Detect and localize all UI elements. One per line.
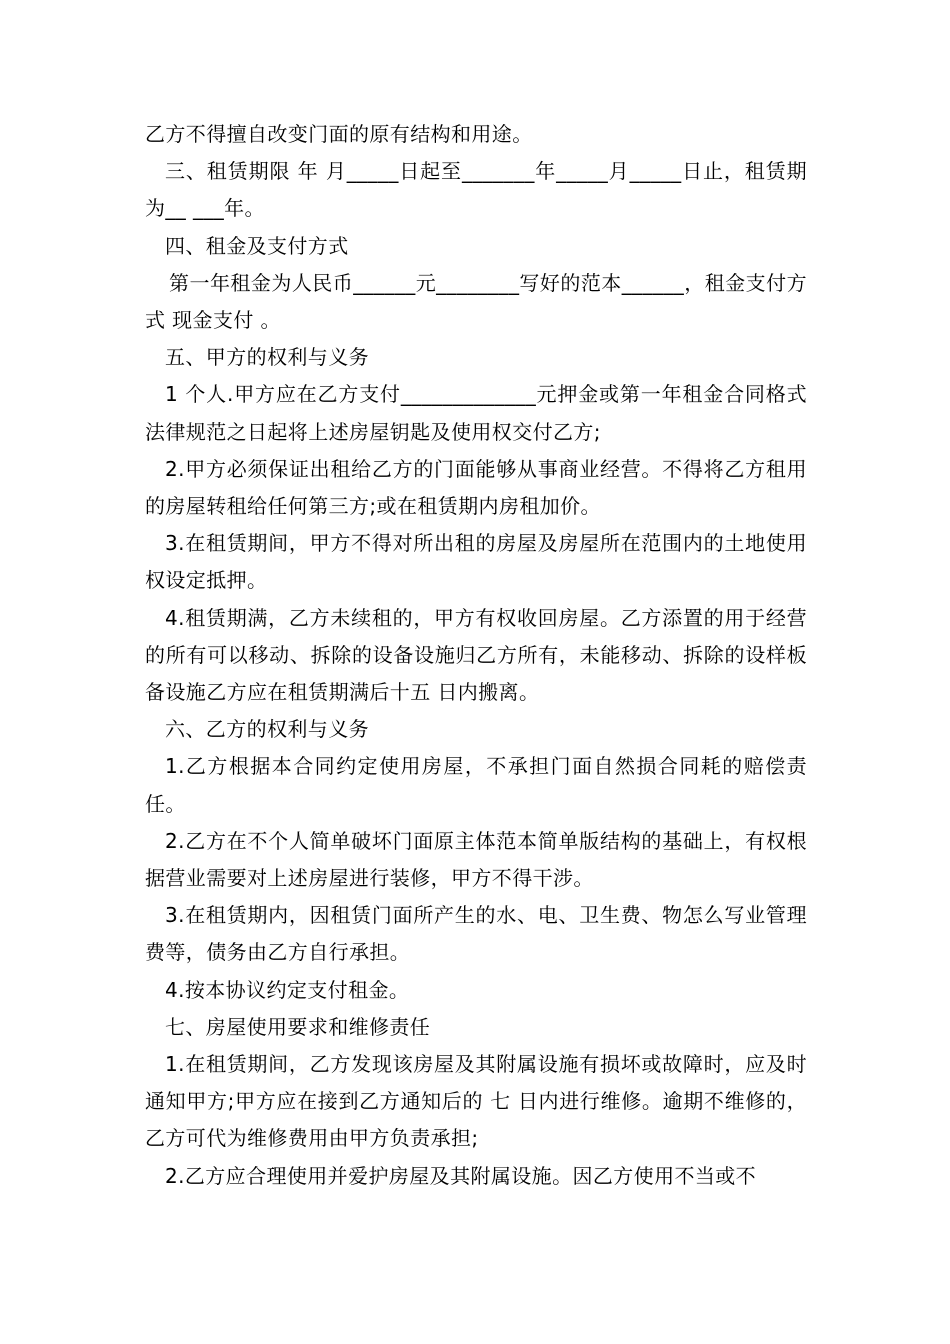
paragraph-party-a-1: 1 个人.甲方应在乙方支付_____________元押金或第一年租金合同格式法律规范之日起将上述房屋钥匙及使用权交付乙方; (145, 382, 807, 444)
paragraph-maintenance-1: 1.在租赁期间，乙方发现该房屋及其附属设施有损坏或故障时，应及时通知甲方;甲方应在接到乙方通知后的 七 日内进行维修。逾期不维修的，乙方可代为维修费用由甲方负责承担; (145, 1052, 807, 1151)
paragraph-party-b-1: 1.乙方根据本合同约定使用房屋，不承担门面自然损合同耗的赔偿责任。 (145, 754, 807, 816)
document-body (145, 116, 807, 1195)
paragraph-lease-term: 三、租赁期限 年 月_____日起至_______年_____月_____日止，租赁期为__ ___年。 (145, 159, 807, 221)
heading-rent-payment: 四、租金及支付方式 (165, 233, 349, 258)
paragraph-first-year-rent: 第一年租金为人民币______元________写好的范本______，租金支付方式 现金支付 。 (145, 270, 807, 333)
paragraph-party-a-4: 4.租赁期满，乙方未续租的，甲方有权收回房屋。乙方添置的用于经营的所有可以移动、拆除的设备设施归乙方所有，未能移动、拆除的设样板备设施乙方应在租赁期满后十五 日内搬离。 (145, 605, 807, 705)
heading-usage-maintenance: 七、房屋使用要求和维修责任 (165, 1014, 431, 1039)
paragraph-maintenance-2: 2.乙方应合理使用并爱护房屋及其附属设施。因乙方使用不当或不 (165, 1163, 757, 1188)
paragraph-party-b-2: 2.乙方在不个人简单破坏门面原主体范本简单版结构的基础上，有权根据营业需要对上述房屋进行装修，甲方不得干涉。 (145, 828, 807, 891)
paragraph-party-a-3: 3.在租赁期间，甲方不得对所出租的房屋及房屋所在范围内的土地使用权设定抵押。 (145, 531, 807, 593)
paragraph-structure-usage: 乙方不得擅自改变门面的原有结构和用途。 (145, 122, 533, 146)
paragraph-party-a-2: 2.甲方必须保证出租给乙方的门面能够从事商业经营。不得将乙方租用的房屋转租给任何第三方;或在租赁期内房租加价。 (145, 456, 807, 519)
paragraph-party-b-4: 4.按本协议约定支付租金。 (165, 977, 410, 1002)
heading-party-b-rights: 六、乙方的权利与义务 (165, 717, 369, 742)
heading-party-a-rights: 五、甲方的权利与义务 (165, 345, 369, 370)
paragraph-party-b-3: 3.在租赁期内，因租赁门面所产生的水、电、卫生费、物怎么写业管理费等，债务由乙方自行承担。 (145, 903, 807, 965)
